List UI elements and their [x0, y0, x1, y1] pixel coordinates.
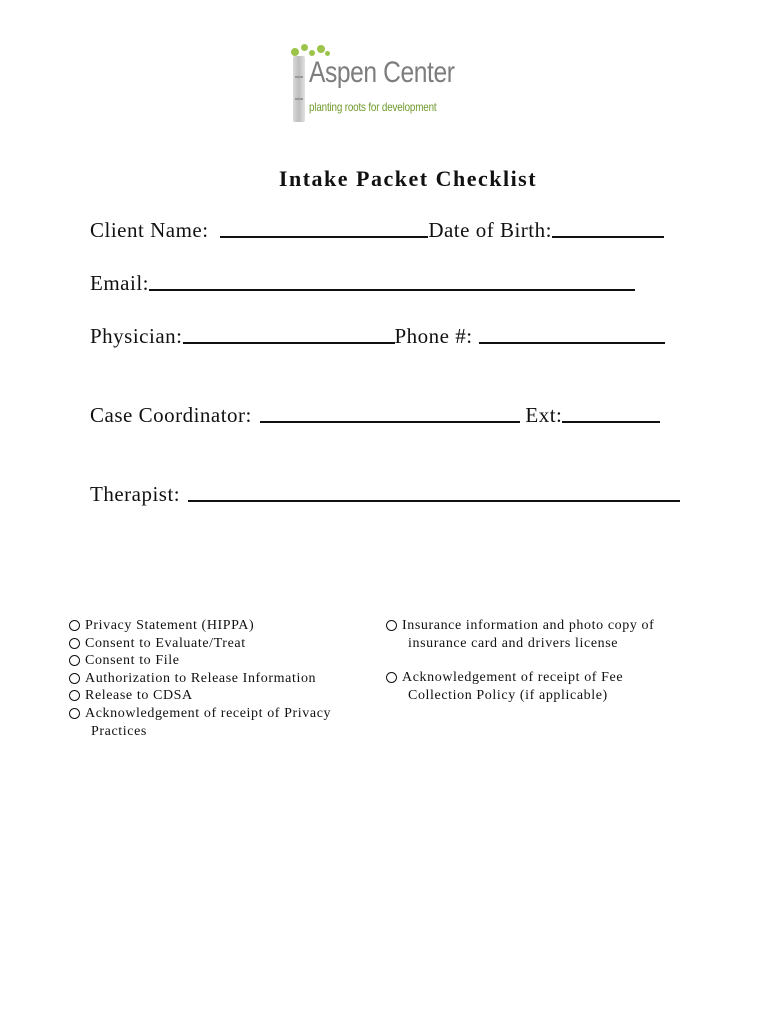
checkbox-circle-icon[interactable]	[69, 708, 80, 719]
checkbox-circle-icon[interactable]	[386, 620, 397, 631]
checklist-item-text: Authorization to Release Information	[85, 670, 317, 686]
checklist-item	[69, 617, 369, 635]
date-of-birth-label: Date of Birth:	[428, 218, 552, 242]
checklist-item-text-continued: Practices	[91, 723, 147, 739]
ext-field[interactable]	[562, 420, 660, 423]
therapist-label: Therapist:	[90, 482, 181, 506]
checklist-item	[69, 670, 369, 688]
checklist-item-text: Privacy Statement (HIPPA)	[85, 618, 255, 633]
phone-field[interactable]	[479, 341, 665, 344]
page-title: Intake Packet Checklist	[278, 166, 538, 191]
logo-tagline: planting roots for development	[309, 100, 437, 114]
checklist-item	[386, 617, 706, 652]
checklist-item-text: Consent to Evaluate/Treat	[85, 635, 246, 651]
physician-label: Physician:	[90, 324, 183, 348]
phone-label: Phone #:	[394, 324, 473, 348]
checklist-item	[69, 687, 369, 705]
checkbox-circle-icon[interactable]	[69, 638, 80, 649]
client-name-row	[90, 218, 664, 243]
ext-label: Ext:	[525, 403, 563, 427]
checkbox-circle-icon[interactable]	[386, 672, 397, 683]
therapist-field[interactable]	[188, 499, 680, 502]
email-label: Email:	[90, 271, 149, 295]
logo-name: Aspen Center	[309, 56, 455, 89]
checklist-item-text: Insurance information and photo copy of	[402, 618, 655, 633]
physician-row	[90, 324, 665, 349]
checklist-item-text: Consent to File	[85, 653, 180, 669]
checklist-item	[69, 652, 369, 670]
checklist-item	[69, 705, 369, 740]
leaf-icon	[291, 48, 299, 56]
checkbox-circle-icon[interactable]	[69, 655, 80, 666]
checklist-item-text-continued: insurance card and drivers license	[408, 635, 619, 651]
checklist-item-text: Acknowledgement of receipt of Privacy	[85, 705, 332, 721]
email-row	[90, 271, 635, 296]
checklist-item-text-continued: Collection Policy (if applicable)	[408, 687, 608, 703]
leaf-icon	[317, 45, 325, 53]
case-coordinator-label: Case Coordinator:	[90, 403, 252, 427]
date-of-birth-field[interactable]	[552, 235, 664, 238]
checklist-item	[386, 669, 706, 704]
checklist-right	[386, 617, 706, 704]
email-field[interactable]	[149, 288, 635, 291]
checklist-item-text: Release to CDSA	[85, 688, 193, 704]
checkbox-circle-icon[interactable]	[69, 620, 80, 631]
checklist-left	[69, 617, 369, 740]
case-coordinator-field[interactable]	[260, 420, 520, 423]
client-name-label: Client Name:	[90, 218, 209, 242]
leaf-icon	[301, 44, 308, 51]
checkbox-circle-icon[interactable]	[69, 690, 80, 701]
case-coordinator-row	[90, 403, 660, 428]
checkbox-circle-icon[interactable]	[69, 673, 80, 684]
checklist-item	[69, 635, 369, 653]
checklist-item-text: Acknowledgement of receipt of Fee	[402, 670, 624, 686]
aspen-center-logo	[289, 44, 455, 124]
therapist-row	[90, 482, 680, 507]
client-name-field[interactable]	[220, 235, 428, 238]
tree-trunk-icon	[293, 56, 305, 122]
physician-field[interactable]	[183, 341, 395, 344]
